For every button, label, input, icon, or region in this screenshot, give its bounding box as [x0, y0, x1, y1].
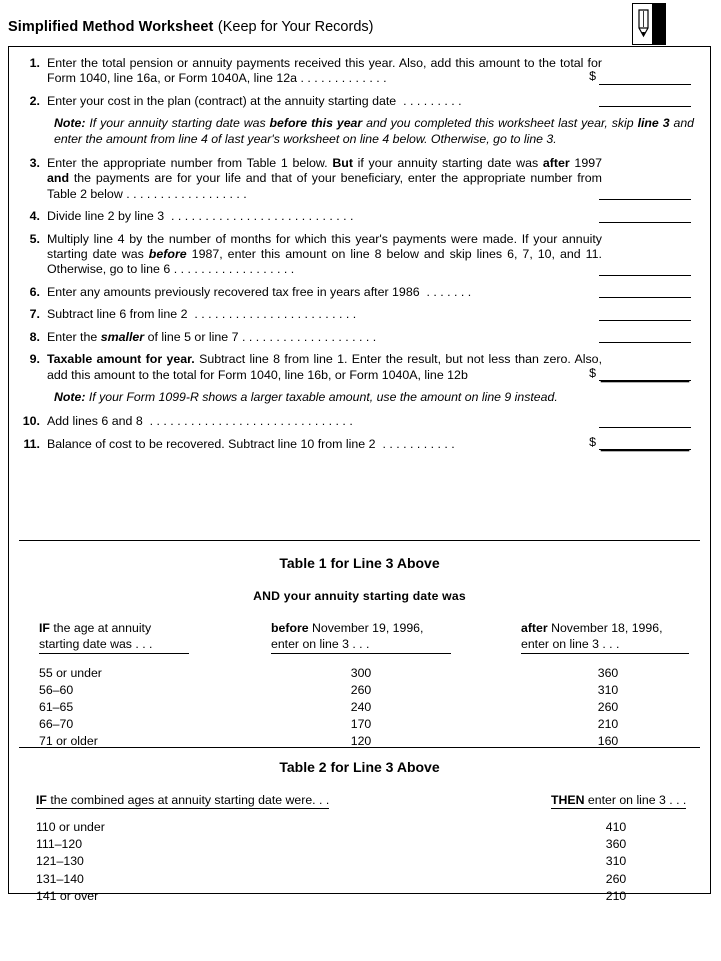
table-2: [9, 759, 710, 905]
table-1-body: [9, 665, 710, 750]
table-2-title: Table 2 for Line 3 Above: [279, 759, 440, 775]
worksheet-line-9: [19, 352, 700, 383]
dollar-sign: $: [589, 365, 596, 380]
line-number: 8.: [29, 329, 40, 344]
table-2-col2-header: THEN enter on line 3 . . .: [551, 793, 687, 807]
table-2-ages: 110 or under: [36, 820, 105, 834]
table-row: [9, 888, 710, 905]
table-1-age: 56–60: [39, 683, 74, 698]
answer-blank-7[interactable]: [599, 307, 691, 321]
worksheet-line-10: [19, 414, 700, 429]
table-1-after: 260: [597, 700, 619, 715]
table-row: [9, 716, 710, 733]
table-1-before: 260: [350, 683, 372, 698]
dollar-sign: $: [589, 434, 596, 449]
answer-blank-1[interactable]: [599, 71, 691, 85]
table-1-before: 240: [350, 700, 372, 715]
table-row: [9, 682, 710, 699]
line-4-text: Divide line 2 by line 3: [47, 209, 165, 224]
table-1-before: 170: [350, 717, 372, 732]
table-2-header-row: [9, 793, 710, 813]
worksheet-line-5: [19, 232, 700, 278]
table-2-enter: 210: [605, 888, 627, 903]
divider-table1: [19, 540, 700, 541]
leader-dots: . . . . . . . . . . . . .: [300, 71, 387, 86]
line-11-text: Balance of cost to be recovered. Subtract line 10 from line 2: [47, 436, 376, 451]
answer-blank-11[interactable]: [599, 436, 691, 450]
table-1-col1-header-line2: starting date was . . .: [39, 637, 189, 655]
table-2-ages: 121–130: [36, 854, 84, 869]
line-number: 6.: [29, 284, 40, 299]
note-label: Note:: [54, 116, 86, 131]
table-2-ages: 111–120: [36, 837, 83, 852]
line-number: 5.: [29, 231, 40, 246]
table-1-col2-header-line2: enter on line 3 . . .: [271, 637, 451, 655]
table-1-after: 210: [597, 717, 619, 732]
table-1: [9, 555, 710, 750]
line-10-text: Add lines 6 and 8: [47, 414, 143, 429]
line-number: 1.: [29, 56, 40, 70]
table-1-title: Table 1 for Line 3 Above: [279, 555, 440, 571]
note-after-line-2: [54, 116, 700, 147]
table-row: [9, 819, 710, 836]
leader-dots: . . . . . . . . . . . . . . . . . .: [173, 262, 295, 277]
line-6-text: Enter any amounts previously recovered tax free in years after 1986: [47, 284, 420, 299]
table-1-age: 66–70: [39, 717, 74, 732]
leader-dots: . . . . . . . . . . . . . . . . . .: [126, 186, 247, 201]
line-number: 9.: [29, 352, 40, 367]
line-number: 10.: [22, 414, 40, 429]
table-2-col1-header: IF the combined ages at annuity starting date were. . .: [36, 793, 330, 807]
table-1-col1-header: IF the age at annuity starting date was . . .: [39, 621, 269, 654]
note-after-line-9: [54, 390, 700, 405]
page-title: Simplified Method Worksheet: [8, 19, 214, 35]
answer-blank-8[interactable]: [599, 329, 691, 343]
line-text: Enter the smaller of line 5 or line 7 . . . . . . . . . . . . . . . . . . . .: [47, 329, 377, 344]
table-1-subtitle: AND your annuity starting date was: [253, 589, 466, 603]
answer-blank-3[interactable]: [599, 186, 691, 200]
table-1-age: 55 or under: [39, 666, 102, 680]
answer-blank-10[interactable]: [599, 414, 691, 428]
leader-dots: . . . . . . . . . . . . . . . . . . . . . . . . . . . . . .: [149, 414, 353, 429]
line-text: Multiply line 4 by the number of months for which this year's payments were made. If your annuity starting date was before 1987, enter this amount on line 8 below and skip lines 6, 7, 10, and 11. Otherwise, go to line 6 . . . . . . . . . . . . . . . . . .: [47, 231, 602, 277]
dollar-sign: $: [589, 69, 596, 84]
table-2-body: [9, 819, 710, 905]
table-2-enter: 410: [605, 820, 627, 834]
worksheet-line-3: [19, 156, 700, 202]
worksheet-line-11: [19, 434, 700, 452]
note-text: If your Form 1099-R shows a larger taxable amount, use the amount on line 9 instead.: [85, 389, 558, 404]
leader-dots: . . . . . . .: [426, 284, 472, 299]
line-number: 3.: [29, 156, 40, 171]
answer-blank-6[interactable]: [599, 284, 691, 298]
table-1-before: 300: [350, 666, 372, 680]
worksheet-line-1: [19, 56, 700, 87]
page-header: [8, 18, 713, 46]
table-1-age: 71 or older: [39, 734, 98, 749]
leader-dots: . . . . . . . . . . .: [382, 436, 455, 451]
leader-dots: . . . . . . . . . . . . . . . . . . . .: [241, 329, 377, 344]
table-1-header-row: [9, 621, 710, 657]
table-1-col3-header-line2: enter on line 3 . . .: [521, 637, 689, 655]
worksheet-frame: [8, 46, 711, 903]
worksheet-line-6: [19, 285, 700, 300]
table-2-enter: 360: [605, 837, 627, 852]
table-2-enter: 260: [605, 871, 627, 886]
line-number: 4.: [29, 209, 40, 224]
note-label: Note:: [54, 389, 86, 404]
table-1-before: 120: [350, 734, 372, 749]
line-1-text: Enter the total pension or annuity payments received this year. Also, add this amount to the total for Form 1040, line 16a, or Form 1040A, line 12a: [47, 56, 602, 86]
worksheet-line-8: [19, 330, 700, 345]
table-1-age: 61–65: [39, 700, 74, 715]
line-2-text: Enter your cost in the plan (contract) at the annuity starting date: [47, 93, 397, 108]
leader-dots: . . . . . . . . . . . . . . . . . . . . . . . . . . .: [170, 209, 354, 224]
page-subtitle: (Keep for Your Records): [217, 19, 374, 35]
table-1-col2-header: before November 19, 1996, enter on line 3 . . .: [271, 621, 481, 654]
table-row: [9, 665, 710, 682]
worksheet-lines: [9, 47, 710, 452]
table-2-ages: 141 or over: [36, 888, 99, 903]
table-2-enter: 310: [605, 854, 627, 869]
table-row: [9, 836, 710, 853]
table-row: [9, 853, 710, 870]
table-1-after: 160: [597, 734, 619, 749]
worksheet-line-4: [19, 209, 700, 224]
note-text: If your annuity starting date was before this year and you completed this worksheet last year, skip line 3 and enter the amount from line 4 of last year's worksheet on line 4 below. Otherwise, go to line 3.: [54, 116, 695, 146]
line-7-text: Subtract line 6 from line 2: [47, 307, 188, 322]
answer-blank-5[interactable]: [599, 262, 691, 276]
table-2-ages: 131–140: [36, 871, 84, 886]
line-number: 2.: [29, 93, 40, 108]
table-1-after: 360: [597, 666, 619, 680]
answer-blank-4[interactable]: [599, 209, 691, 223]
line-text: Enter the appropriate number from Table 1 below. But if your annuity starting date was after 1997 and the payments are for your life and that of your beneficiary, enter the appropriate number from Table 2 below . . . . . . . . . . . . . . . . . .: [47, 156, 602, 201]
worksheet-line-7: [19, 307, 700, 322]
worksheet-line-2: [19, 94, 700, 109]
line-number: 7.: [29, 307, 40, 322]
leader-dots: . . . . . . . . .: [403, 93, 462, 108]
answer-blank-2[interactable]: [599, 93, 691, 107]
table-1-col3-header: after November 18, 1996, enter on line 3 . . .: [521, 621, 721, 654]
table-row: [9, 699, 710, 716]
pencil-records-icon: [632, 3, 666, 45]
answer-blank-9[interactable]: [599, 367, 691, 381]
line-number: 11.: [23, 436, 40, 451]
line-text: [47, 56, 606, 87]
line-text: Taxable amount for year. Subtract line 8 from line 1. Enter the result, but not less than zero. Also, add this amount to the total for Form 1040, line 16b, or Form 1040A, line 12b: [47, 352, 603, 382]
leader-dots: . . . . . . . . . . . . . . . . . . . . . . . .: [194, 307, 357, 322]
table-row: [9, 871, 710, 888]
divider-table2: [19, 747, 700, 748]
table-1-after: 310: [597, 683, 619, 698]
